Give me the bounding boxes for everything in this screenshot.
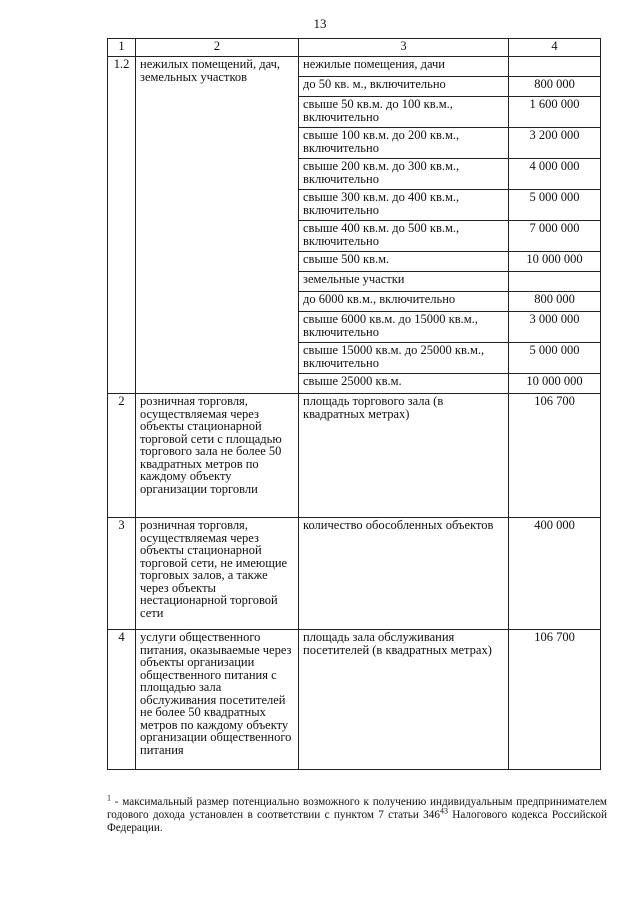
sub-row-value: 5 000 000: [509, 190, 601, 221]
activity-name: услуги общественного питания, оказываемые через объекты организации общественного питания с площадью зала обслуживания посетителей не более 50 квадратных метров по каждому объекту организации общественного питания: [136, 630, 299, 770]
sub-row-desc: свыше 500 кв.м.: [299, 252, 509, 272]
sub-row-value: 10 000 000: [509, 252, 601, 272]
sub-row-desc: свыше 200 кв.м. до 300 кв.м., включительно: [299, 159, 509, 190]
header-cell: 1: [108, 39, 136, 57]
sub-row-desc: свыше 6000 кв.м. до 15000 кв.м., включительно: [299, 312, 509, 343]
table-row: [108, 518, 601, 630]
sub-row-desc: свыше 15000 кв.м. до 25000 кв.м., включительно: [299, 343, 509, 374]
activity-name: розничная торговля, осуществляемая через объекты стационарной торговой сети с площадью торгового зала не более 50 квадратных метров по каждому объекту организации торговли: [136, 394, 299, 518]
activity-name: нежилых помещений, дач, земельных участков: [136, 57, 299, 394]
sub-row-desc: свыше 25000 кв.м.: [299, 374, 509, 394]
row-number: 2: [108, 394, 136, 518]
row-number: 1.2: [108, 57, 136, 394]
table-header-row: [108, 39, 601, 57]
table-row: [108, 394, 601, 518]
row-number: 4: [108, 630, 136, 770]
income-value: 106 700: [509, 630, 601, 770]
footnote-text-end: Налогового кодекса Российской Федерации.: [107, 809, 607, 834]
income-value: 106 700: [509, 394, 601, 518]
row-number: 3: [108, 518, 136, 630]
sub-row-value: 800 000: [509, 292, 601, 312]
page-number: 13: [313, 16, 327, 31]
header-cell: 2: [136, 39, 299, 57]
sub-row-desc: до 6000 кв.м., включительно: [299, 292, 509, 312]
sub-row-value: [509, 272, 601, 292]
sub-row-desc: свыше 300 кв.м. до 400 кв.м., включительно: [299, 190, 509, 221]
sub-row-desc: свыше 50 кв.м. до 100 кв.м., включительно: [299, 97, 509, 128]
sub-row-value: 4 000 000: [509, 159, 601, 190]
indicator-desc: площадь зала обслуживания посетителей (в квадратных метрах): [299, 630, 509, 770]
sub-row-value: 800 000: [509, 77, 601, 97]
footnote: [107, 793, 607, 835]
sub-row-value: 3 200 000: [509, 128, 601, 159]
sub-row-desc: свыше 400 кв.м. до 500 кв.м., включительно: [299, 221, 509, 252]
indicator-desc: количество обособленных объектов: [299, 518, 509, 630]
sub-row-desc: нежилые помещения, дачи: [299, 57, 509, 77]
sub-row-value: 1 600 000: [509, 97, 601, 128]
indicator-desc: площадь торгового зала (в квадратных метрах): [299, 394, 509, 518]
footnote-article-sup: 43: [439, 806, 448, 816]
sub-row-value: 7 000 000: [509, 221, 601, 252]
sub-row-desc: до 50 кв. м., включительно: [299, 77, 509, 97]
sub-row-value: 3 000 000: [509, 312, 601, 343]
footnote-marker: 1: [107, 793, 111, 803]
table-row: [108, 57, 601, 77]
sub-row-value: 10 000 000: [509, 374, 601, 394]
sub-row-desc: свыше 100 кв.м. до 200 кв.м., включительно: [299, 128, 509, 159]
sub-row-value: [509, 57, 601, 77]
income-value: 400 000: [509, 518, 601, 630]
header-cell: 3: [299, 39, 509, 57]
activity-name: розничная торговля, осуществляемая через объекты стационарной торговой сети, не имеющие торговых залов, а также через объекты нестационарной торговой сети: [136, 518, 299, 630]
income-table: [107, 38, 601, 770]
sub-row-value: 5 000 000: [509, 343, 601, 374]
sub-row-desc: земельные участки: [299, 272, 509, 292]
header-cell: 4: [509, 39, 601, 57]
footnote-text: - максимальный размер потенциально возможного к получению индивидуальным предпринимателем годового дохода установлен в соответствии с пунктом 7 статьи 346: [107, 796, 607, 821]
table-row: [108, 630, 601, 770]
